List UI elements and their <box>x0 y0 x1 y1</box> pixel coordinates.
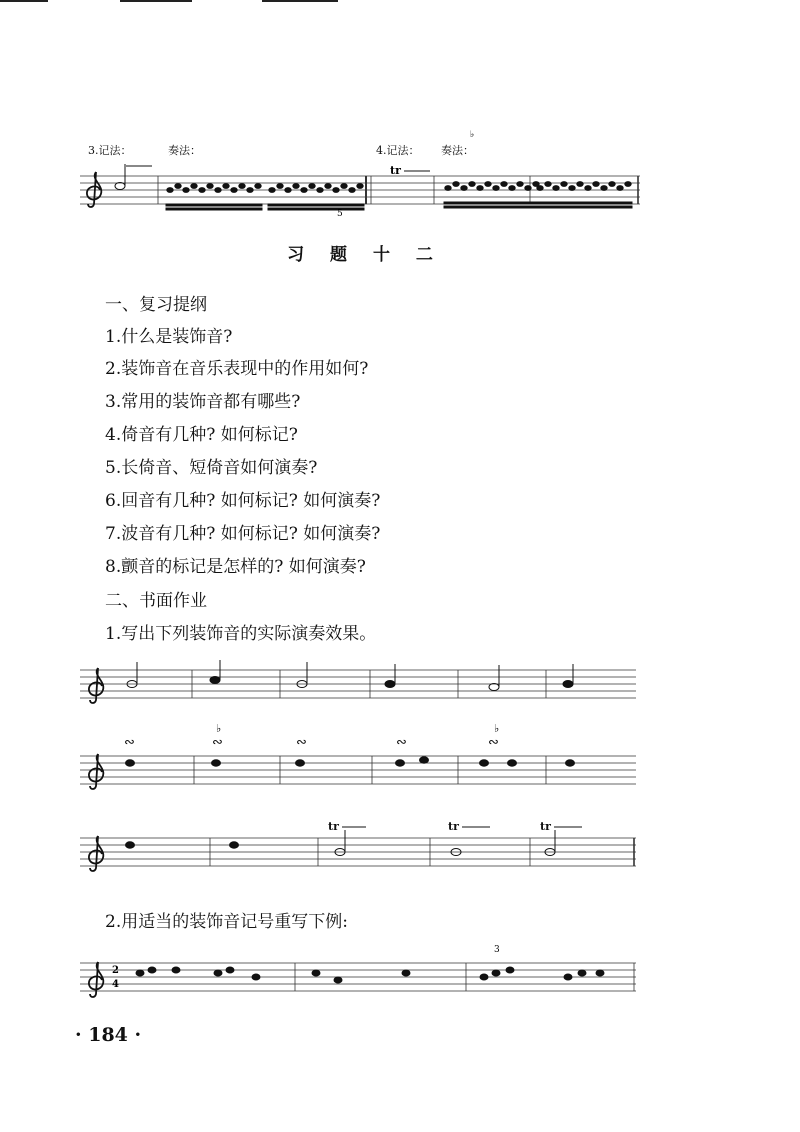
svg-text:∾: ∾ <box>488 735 499 750</box>
staff-exercise-row-3 <box>80 838 636 866</box>
svg-text:∾: ∾ <box>396 735 407 750</box>
question-5: 5.长倚音、短倚音如何演奏? <box>105 458 318 478</box>
question-6: 6.回音有几种? 如何标记? 如何演奏? <box>105 491 381 511</box>
svg-text:♭: ♭ <box>216 722 222 735</box>
task-2: 2.用适当的装饰音记号重写下例: <box>105 912 348 932</box>
staff-exercise-2 <box>80 963 636 991</box>
question-4: 4.倚音有几种? 如何标记? <box>105 425 298 445</box>
tuplet-3-number: 3 <box>494 945 500 955</box>
task-1: 1.写出下列装饰音的实际演奏效果。 <box>105 624 377 644</box>
exercise-2-notes <box>136 967 604 983</box>
svg-text:tr: tr <box>448 820 459 833</box>
treble-clef-icon <box>87 172 101 207</box>
page-number: · 184 · <box>75 1024 142 1046</box>
half-note <box>115 183 125 190</box>
section1-heading: 一、复习提纲 <box>105 295 207 315</box>
tuplet-number: 5 <box>337 209 343 219</box>
svg-text:♭: ♭ <box>494 722 500 735</box>
question-2: 2.装饰音在音乐表现中的作用如何? <box>105 359 369 379</box>
time-signature-bottom: 4 <box>112 979 119 990</box>
question-8: 8.颤音的标记是怎样的? 如何演奏? <box>105 557 366 577</box>
svg-text:♭: ♭ <box>470 130 475 140</box>
svg-text:∾: ∾ <box>296 735 307 750</box>
question-3: 3.常用的装饰音都有哪些? <box>105 392 301 412</box>
row-2-notes <box>126 757 575 766</box>
turn-signs <box>124 722 499 750</box>
question-7: 7.波音有几种? 如何标记? 如何演奏? <box>105 524 381 544</box>
question-1: 1.什么是装饰音? <box>105 327 233 347</box>
time-signature-top: 2 <box>112 965 119 976</box>
staff-exercise-row-2 <box>80 756 636 784</box>
ex3-performance-label: 奏法： <box>168 144 201 157</box>
ex4-performance-label: 奏法： <box>441 144 474 157</box>
svg-text:tr: tr <box>328 820 339 833</box>
ex3-notation-label: 3.记法： <box>88 144 132 157</box>
staff-exercise-row-1 <box>80 670 636 698</box>
sixteenth-run-1 <box>166 182 632 210</box>
svg-text:tr: tr <box>540 820 551 833</box>
ex4-notation-label: 4.记法： <box>376 144 420 157</box>
svg-text:∾: ∾ <box>124 735 135 750</box>
section2-heading: 二、书面作业 <box>105 591 207 611</box>
trill-mark-2: tr <box>390 164 401 177</box>
svg-text:∾: ∾ <box>212 735 223 750</box>
exercise-title: 习 题 十 二 <box>287 245 443 265</box>
row-1-notes <box>127 660 573 691</box>
